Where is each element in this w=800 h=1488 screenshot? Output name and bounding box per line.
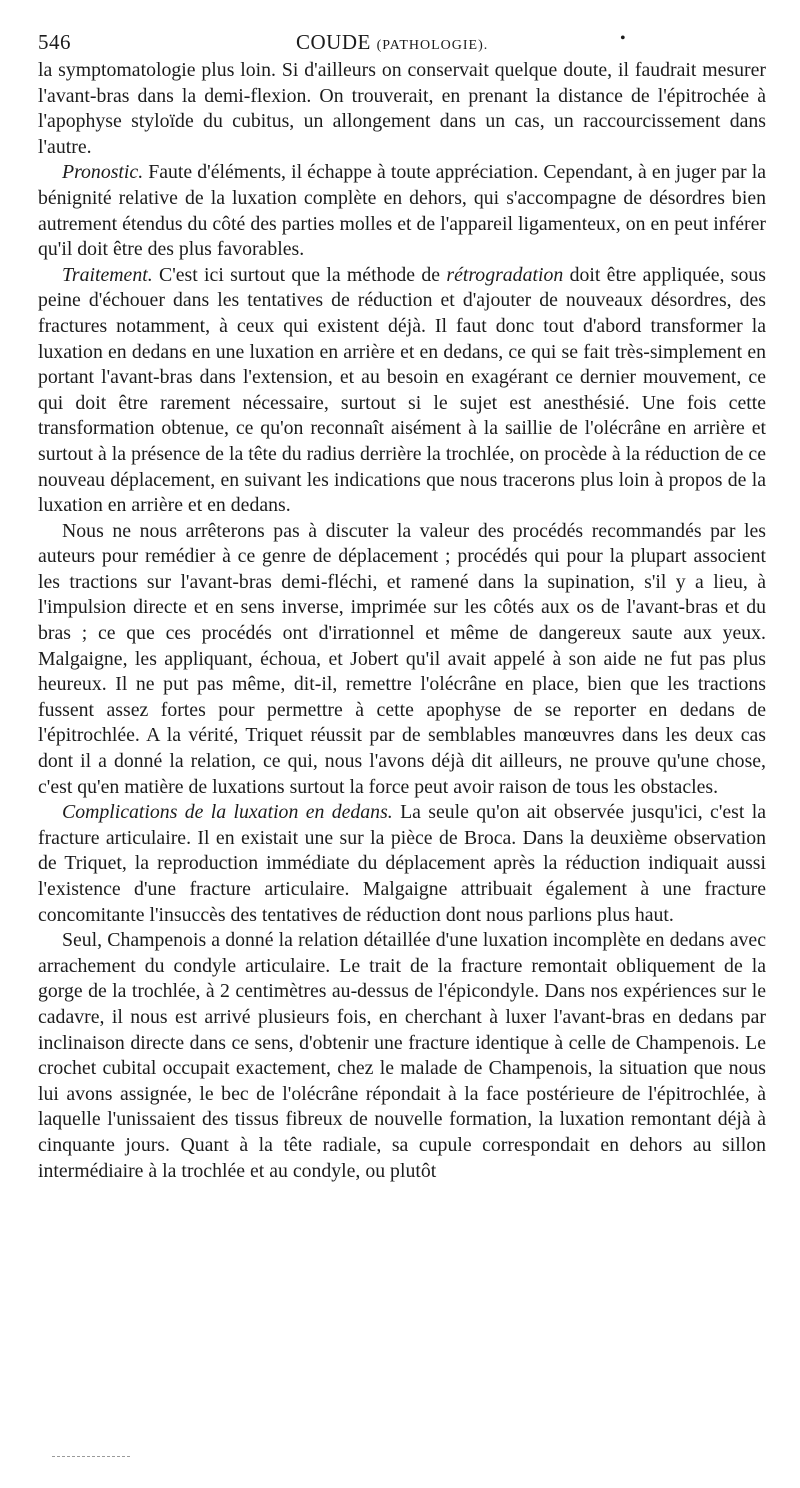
running-title-main: COUDE — [296, 30, 371, 54]
paragraph-complications — [38, 800, 766, 928]
body-text — [38, 58, 766, 1184]
page-number: 546 — [38, 30, 71, 54]
running-title — [296, 30, 488, 55]
section-lead-complications: Complications de la luxation en dedans. — [62, 801, 393, 824]
running-header — [38, 24, 766, 58]
paragraph-traitement — [38, 263, 766, 519]
paragraph-champenois — [38, 928, 766, 1184]
paragraph-text: Nous ne nous arrêterons pas à discuter la valeur des procédés recommandés par les auteurs pour remédier à ce genre de déplacement ; procédés qui pour la plupart associent les tractions sur l'avant-bras demi-fléchi, et ramené dans la supination, s'il y a lieu, à l'impulsion directe et en sens inverse, imprimée sur les côtés aux os de l'avant-bras et du bras ; ce que ces procédés ont d'irrationnel et même de dangereux saute aux yeux. Malgaigne, les appliquant, échoua, et Jobert qu'il avait appelé à son aide ne fut pas plus heureux. Il ne put pas même, dit-il, remettre l'olécrâne en place, bien que les tractions fussent assez fortes pour permettre à cette apophyse de se reporter en dedans de l'épitrochlée. A la vérité, Triquet réussit par de semblables manœuvres dans les deux cas dont il a donné la relation, ce qui, nous l'avons déjà dit ailleurs, ne prouve qu'une chose, c'est qu'en matière de luxations surtout la force peut avoir raison de tous les obstacles. — [38, 519, 766, 798]
paragraph-text-before: C'est ici surtout que la méthode de — [159, 263, 447, 286]
paragraph-continuation — [38, 58, 766, 160]
paragraph-text: La seule qu'on ait observée jusqu'ici, c'est la fracture articulaire. Il en existait une sur la pièce de Broca. Dans la deuxième observation de Triquet, la reproduction immédiate du déplacement après la réduction indiquait aussi l'existence d'une fracture articulaire. Malgaigne attribuait également à une fracture concomitante l'insuccès des tentatives de réduction dont nous parlions plus haut. — [38, 801, 766, 926]
paragraph-pronostic — [38, 160, 766, 262]
paragraph-text: la symptomatologie plus loin. Si d'ailleurs on conservait quelque doute, il faudrait mesurer l'avant-bras dans la demi-flexion. On trouverait, en prenant la distance de l'épitrochée à l'apophyse styloïde du cubitus, un allongement dans un cas, un raccourcissement dans l'autre. — [38, 59, 766, 158]
paragraph-procedes — [38, 519, 766, 801]
footer-rule — [52, 1456, 130, 1457]
paragraph-text: Faute d'éléments, il échappe à toute appréciation. Cependant, à en juger par la bénignité relative de la luxation complète en dehors, qui s'accompagne de désordres bien autrement étendus du côté des parties molles et de l'appareil ligamenteux, on en peut inférer qu'il doit être des plus favorables. — [38, 161, 766, 261]
section-lead-traitement: Traitement. — [62, 263, 153, 286]
section-lead-pronostic: Pronostic. — [62, 161, 144, 184]
emphasis-retrogradation: rétrogradation — [446, 263, 564, 286]
paragraph-text-after: doit être appliquée, sous peine d'échouer dans les tentatives de réduction et d'ajouter de nouveaux désordres, des fractures notamment, à ceux qui existent déjà. Il faut donc tout d'abord transformer la luxation en dedans en une luxation en arrière et en dedans, ce qui se fait très-simplement en portant l'avant-bras dans l'extension, et au besoin en exagérant ce dernier mouvement, ce qui doit être rarement nécessaire, surtout si le sujet est anesthésié. Une fois cette transformation obtenue, ce qu'on reconnaît aisément à la saillie de l'olécrâne en arrière et surtout à la présence de la tête du radius derrière la trochlée, on procède à la réduction de ce nouveau déplacement, en suivant les indications que nous tracerons plus loin à propos de la luxation en arrière et en dedans. — [38, 263, 766, 517]
paragraph-text: Seul, Champenois a donné la relation détaillée d'une luxation incomplète en dedans avec arrachement du condyle articulaire. Le trait de la fracture remontait obliquement de la gorge de la trochlée, à 2 centimètres au-dessus de l'épicondyle. Dans nos expériences sur le cadavre, il nous est arrivé plusieurs fois, en cherchant à luxer l'avant-bras en dedans par inclinaison directe dans ce sens, d'obtenir une fracture identique à celle de Champenois. Le crochet cubital occupait exactement, chez le malade de Champenois, la situation que nous lui avons assignée, le bec de l'olécrâne répondait à la face postérieure de l'épitrochlée, à laquelle l'unissaient des tissus fibreux de nouvelle formation, la luxation remontant déjà à cinquante jours. Quant à la tête radiale, sa cupule correspondait en dehors au sillon intermédiaire à la trochlée et au condyle, ou plutôt — [38, 929, 766, 1182]
header-mark: • — [620, 30, 627, 47]
running-title-sub: (PATHOLOGIE). — [376, 38, 489, 53]
